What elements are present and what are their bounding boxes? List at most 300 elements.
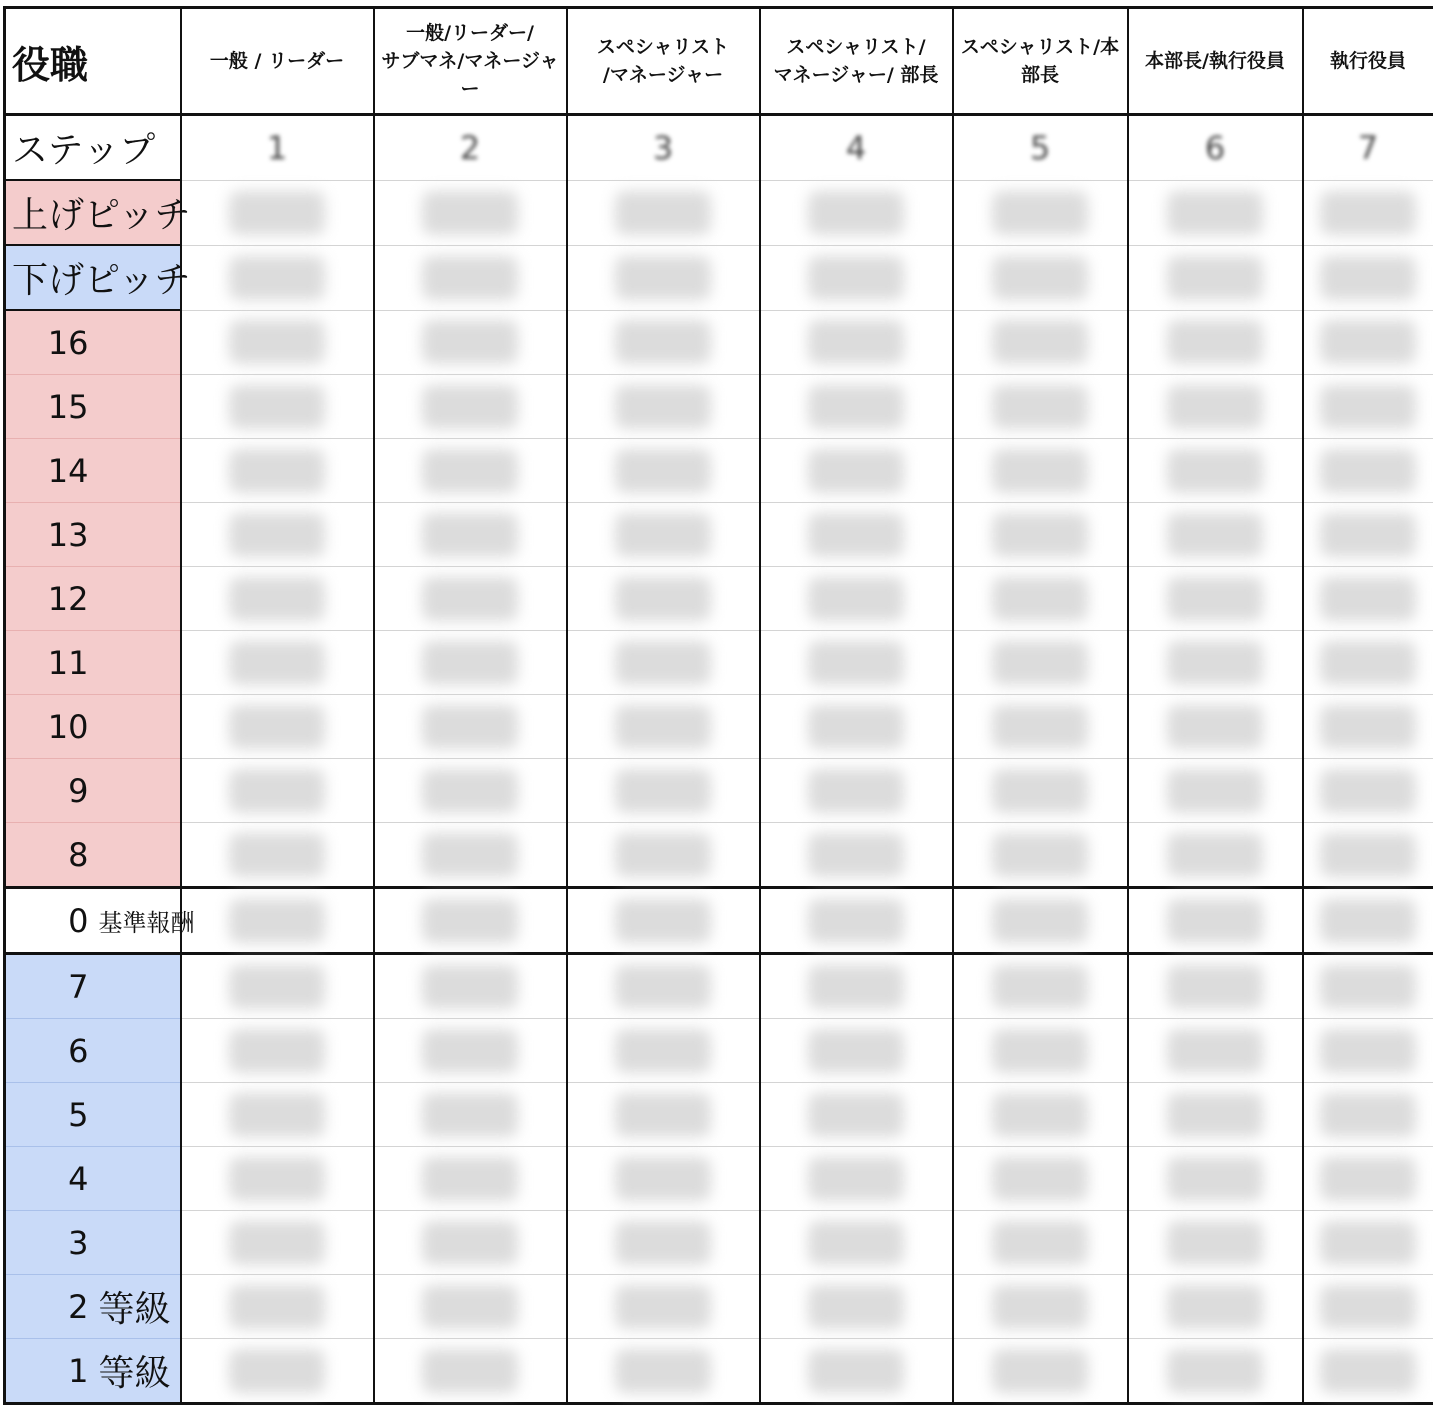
level-value-cell[interactable] [181,1211,374,1275]
level-value-cell[interactable] [760,631,953,695]
level-value-cell[interactable] [374,439,567,503]
level-value-cell[interactable] [1128,567,1303,631]
blurred-value [808,1157,904,1201]
level-value-cell[interactable] [1128,1147,1303,1211]
blurred-value [422,385,518,429]
blurred-value [992,641,1088,685]
raise-pitch-label: 上げピッチ [5,180,181,245]
blurred-value [992,1029,1088,1073]
level-value-cell[interactable] [181,823,374,888]
column-header[interactable]: スペシャリスト/ マネージャー/ 部長 [760,8,953,115]
lower-pitch-value-cell[interactable] [1128,245,1303,310]
level-value-cell[interactable] [760,567,953,631]
base-value-cell[interactable] [760,888,953,954]
blurred-value [992,1093,1088,1137]
step-row [5,115,1433,181]
level-value-cell[interactable] [374,954,567,1019]
level-value-cell[interactable] [374,1019,567,1083]
blurred-value [1320,965,1416,1009]
blurred-value [1320,833,1416,877]
level-note [93,823,181,888]
column-header[interactable]: スペシャリスト /マネージャー [567,8,760,115]
level-value-cell[interactable] [181,375,374,439]
blurred-value [992,513,1088,557]
level-value-cell[interactable] [953,1083,1128,1147]
blurred-value [422,1093,518,1137]
blurred-value [615,449,711,493]
level-value-cell[interactable] [374,310,567,375]
level-number: 12 [5,567,93,631]
blurred-value [1320,899,1416,943]
blurred-value [229,1349,325,1393]
level-value-cell[interactable] [374,1147,567,1211]
level-note [93,631,181,695]
level-value-cell[interactable] [567,310,760,375]
step-number: 6 [1128,115,1303,181]
level-row [5,1019,1433,1083]
level-value-cell[interactable] [567,439,760,503]
level-value-cell[interactable] [567,503,760,567]
blurred-value [992,191,1088,235]
blurred-value [1320,1349,1416,1393]
level-value-cell[interactable] [374,503,567,567]
level-value-cell[interactable] [1303,954,1433,1019]
level-value-cell[interactable] [374,1083,567,1147]
level-value-cell[interactable] [1303,695,1433,759]
step-number: 2 [374,115,567,181]
blurred-value [422,899,518,943]
base-value-cell[interactable] [953,888,1128,954]
level-value-cell[interactable] [1128,375,1303,439]
step-number: 1 [181,115,374,181]
level-value-cell[interactable] [1128,1211,1303,1275]
level-value-cell[interactable] [1303,1211,1433,1275]
lower-pitch-value-cell[interactable] [760,245,953,310]
level-value-cell[interactable] [1128,1083,1303,1147]
level-value-cell[interactable] [1128,954,1303,1019]
blurred-value [1320,1285,1416,1329]
blurred-value [615,191,711,235]
blurred-value [422,449,518,493]
level-value-cell[interactable] [1128,439,1303,503]
blurred-value [808,1093,904,1137]
level-note [93,567,181,631]
level-value-cell[interactable] [1128,1339,1303,1404]
blurred-value [808,1285,904,1329]
blurred-value [808,577,904,621]
level-value-cell[interactable] [1303,567,1433,631]
blurred-value [1167,705,1263,749]
level-value-cell[interactable] [567,375,760,439]
base-value-cell[interactable] [567,888,760,954]
blurred-value [992,1285,1088,1329]
base-value-cell[interactable] [374,888,567,954]
level-value-cell[interactable] [760,1211,953,1275]
blurred-value [229,513,325,557]
raise-pitch-value-cell[interactable] [760,180,953,245]
level-number: 1 [5,1339,93,1404]
level-number: 16 [5,310,93,375]
level-value-cell[interactable] [1303,759,1433,823]
step-number: 7 [1303,115,1433,181]
level-value-cell[interactable] [567,631,760,695]
level-number: 3 [5,1211,93,1275]
blurred-value [1167,641,1263,685]
blurred-value [615,577,711,621]
level-value-cell[interactable] [1303,631,1433,695]
blurred-value [422,191,518,235]
blurred-value [422,965,518,1009]
raise-pitch-row [5,180,1433,245]
lower-pitch-value-cell[interactable] [953,245,1128,310]
blurred-value [229,833,325,877]
blurred-value [992,577,1088,621]
blurred-value [1167,769,1263,813]
blurred-value [808,769,904,813]
level-row [5,1083,1433,1147]
blurred-value [1167,1285,1263,1329]
level-value-cell[interactable] [374,1339,567,1404]
level-value-cell[interactable] [953,631,1128,695]
level-note: 等級 [93,1275,181,1339]
level-value-cell[interactable] [760,503,953,567]
level-value-cell[interactable] [374,567,567,631]
level-value-cell[interactable] [760,439,953,503]
blurred-value [808,449,904,493]
blurred-value [808,385,904,429]
level-value-cell[interactable] [1303,1019,1433,1083]
level-value-cell[interactable] [567,1275,760,1339]
level-value-cell[interactable] [953,375,1128,439]
lower-pitch-value-cell[interactable] [1303,245,1433,310]
level-value-cell[interactable] [181,1019,374,1083]
level-value-cell[interactable] [567,567,760,631]
level-number: 7 [5,954,93,1019]
blurred-value [229,769,325,813]
level-row [5,439,1433,503]
blurred-value [422,1029,518,1073]
level-row [5,1275,1433,1339]
level-value-cell[interactable] [567,954,760,1019]
column-header[interactable]: 一般/リーダー/ サブマネ/マネージャー [374,8,567,115]
blurred-value [808,320,904,364]
lower-pitch-value-cell[interactable] [567,245,760,310]
blurred-value [615,769,711,813]
blurred-value [1320,577,1416,621]
blurred-value [422,1221,518,1265]
blurred-value [808,1029,904,1073]
level-value-cell[interactable] [1303,1083,1433,1147]
level-value-cell[interactable] [1303,310,1433,375]
level-value-cell[interactable] [953,1211,1128,1275]
blurred-value [1167,1029,1263,1073]
level-value-cell[interactable] [567,759,760,823]
level-value-cell[interactable] [760,1275,953,1339]
blurred-value [808,641,904,685]
level-value-cell[interactable] [181,631,374,695]
blurred-value [1167,385,1263,429]
level-note [93,310,181,375]
blurred-value [422,1349,518,1393]
level-number: 11 [5,631,93,695]
blurred-value [422,1285,518,1329]
base-value-cell[interactable] [181,888,374,954]
blurred-value [615,1349,711,1393]
level-value-cell[interactable] [760,1339,953,1404]
level-number: 8 [5,823,93,888]
level-value-cell[interactable] [181,1083,374,1147]
level-note [93,1211,181,1275]
lower-pitch-label: 下げピッチ [5,245,181,310]
blurred-value [229,191,325,235]
level-value-cell[interactable] [760,375,953,439]
salary-step-table [3,6,1433,1405]
level-value-cell[interactable] [1128,695,1303,759]
column-header[interactable]: 一般 / リーダー [181,8,374,115]
blurred-value [229,1029,325,1073]
blurred-value [1167,1157,1263,1201]
raise-pitch-value-cell[interactable] [374,180,567,245]
level-value-cell[interactable] [567,1211,760,1275]
level-value-cell[interactable] [374,631,567,695]
blurred-value [615,641,711,685]
blurred-value [1320,769,1416,813]
level-value-cell[interactable] [567,1339,760,1404]
blurred-value [615,1093,711,1137]
level-value-cell[interactable] [953,759,1128,823]
blurred-value [229,385,325,429]
blurred-value [1167,833,1263,877]
level-row [5,1211,1433,1275]
blurred-value [1320,1029,1416,1073]
blurred-value [992,1349,1088,1393]
blurred-value [1167,191,1263,235]
blurred-value [1167,320,1263,364]
level-value-cell[interactable] [374,695,567,759]
level-row [5,1339,1433,1404]
blurred-value [229,449,325,493]
level-value-cell[interactable] [760,954,953,1019]
blurred-value [808,1349,904,1393]
blurred-value [615,833,711,877]
blurred-value [808,899,904,943]
column-header[interactable]: 本部長/執行役員 [1128,8,1303,115]
blurred-value [229,705,325,749]
blurred-value [615,705,711,749]
level-value-cell[interactable] [760,1083,953,1147]
level-note [93,1083,181,1147]
level-number: 15 [5,375,93,439]
blurred-value [992,965,1088,1009]
raise-pitch-value-cell[interactable] [1128,180,1303,245]
level-row [5,759,1433,823]
level-value-cell[interactable] [181,439,374,503]
blurred-value [992,769,1088,813]
level-note [93,759,181,823]
blurred-value [422,833,518,877]
blurred-value [615,1029,711,1073]
blurred-value [1320,191,1416,235]
role-title: 役職 [5,8,181,115]
level-value-cell[interactable] [760,310,953,375]
level-value-cell[interactable] [181,1275,374,1339]
base-value-cell[interactable] [1128,888,1303,954]
level-number: 13 [5,503,93,567]
level-number: 9 [5,759,93,823]
level-value-cell[interactable] [1303,1339,1433,1404]
lower-pitch-value-cell[interactable] [181,245,374,310]
level-value-cell[interactable] [181,1339,374,1404]
blurred-value [808,833,904,877]
blurred-value [808,965,904,1009]
level-value-cell[interactable] [1303,823,1433,888]
blurred-value [615,965,711,1009]
blurred-value [1320,256,1416,300]
blurred-value [1320,1221,1416,1265]
blurred-value [229,577,325,621]
raise-pitch-value-cell[interactable] [181,180,374,245]
level-row [5,631,1433,695]
step-number: 4 [760,115,953,181]
blurred-value [1167,1221,1263,1265]
blurred-value [992,705,1088,749]
blurred-value [229,320,325,364]
blurred-value [808,705,904,749]
level-value-cell[interactable] [1128,631,1303,695]
blurred-value [992,833,1088,877]
base-row [5,888,1433,954]
level-row [5,954,1433,1019]
level-value-cell[interactable] [181,567,374,631]
blurred-value [422,641,518,685]
blurred-value [229,965,325,1009]
level-row [5,375,1433,439]
level-value-cell[interactable] [1303,1275,1433,1339]
level-value-cell[interactable] [953,1019,1128,1083]
base-level-number: 0 [5,888,93,954]
blurred-value [615,513,711,557]
level-value-cell[interactable] [181,695,374,759]
step-number: 5 [953,115,1128,181]
level-value-cell[interactable] [760,823,953,888]
blurred-value [992,1157,1088,1201]
column-header[interactable]: スペシャリスト/本部長 [953,8,1128,115]
level-value-cell[interactable] [374,1211,567,1275]
level-value-cell[interactable] [1128,310,1303,375]
column-header[interactable]: 執行役員 [1303,8,1433,115]
blurred-value [422,769,518,813]
level-value-cell[interactable] [374,375,567,439]
level-value-cell[interactable] [181,1147,374,1211]
lower-pitch-row [5,245,1433,310]
level-value-cell[interactable] [567,695,760,759]
level-note [93,503,181,567]
level-value-cell[interactable] [760,1019,953,1083]
blurred-value [229,899,325,943]
level-value-cell[interactable] [1128,1019,1303,1083]
level-value-cell[interactable] [1303,503,1433,567]
level-value-cell[interactable] [567,1019,760,1083]
level-value-cell[interactable] [567,1083,760,1147]
level-number: 14 [5,439,93,503]
raise-pitch-value-cell[interactable] [567,180,760,245]
blurred-value [992,320,1088,364]
level-value-cell[interactable] [760,695,953,759]
blurred-value [615,1285,711,1329]
level-value-cell[interactable] [567,823,760,888]
level-value-cell[interactable] [760,1147,953,1211]
blurred-value [1320,513,1416,557]
level-value-cell[interactable] [181,310,374,375]
level-value-cell[interactable] [1128,503,1303,567]
header-row [5,8,1433,115]
level-value-cell[interactable] [953,1275,1128,1339]
level-value-cell[interactable] [1128,823,1303,888]
raise-pitch-value-cell[interactable] [1303,180,1433,245]
level-value-cell[interactable] [953,1147,1128,1211]
level-value-cell[interactable] [181,954,374,1019]
level-value-cell[interactable] [1128,759,1303,823]
blurred-value [992,256,1088,300]
blurred-value [1167,513,1263,557]
level-value-cell[interactable] [953,695,1128,759]
level-value-cell[interactable] [181,503,374,567]
level-value-cell[interactable] [1303,375,1433,439]
level-value-cell[interactable] [953,1339,1128,1404]
blurred-value [229,641,325,685]
blurred-value [229,1285,325,1329]
blurred-value [1167,449,1263,493]
blurred-value [808,513,904,557]
level-number: 2 [5,1275,93,1339]
blurred-value [808,1221,904,1265]
level-value-cell[interactable] [1128,1275,1303,1339]
level-value-cell[interactable] [567,1147,760,1211]
level-value-cell[interactable] [181,759,374,823]
level-value-cell[interactable] [1303,1147,1433,1211]
level-value-cell[interactable] [953,567,1128,631]
level-value-cell[interactable] [953,439,1128,503]
level-value-cell[interactable] [374,823,567,888]
blurred-value [422,705,518,749]
raise-pitch-value-cell[interactable] [953,180,1128,245]
level-value-cell[interactable] [953,503,1128,567]
blurred-value [1320,320,1416,364]
base-value-cell[interactable] [1303,888,1433,954]
blurred-value [992,449,1088,493]
level-note [93,375,181,439]
level-note: 等級 [93,1339,181,1404]
level-value-cell[interactable] [374,1275,567,1339]
lower-pitch-value-cell[interactable] [374,245,567,310]
level-note [93,439,181,503]
step-number: 3 [567,115,760,181]
level-note [93,695,181,759]
level-value-cell[interactable] [374,759,567,823]
level-note [93,954,181,1019]
level-value-cell[interactable] [953,310,1128,375]
blurred-value [1320,1157,1416,1201]
level-value-cell[interactable] [760,759,953,823]
blurred-value [1167,965,1263,1009]
blurred-value [615,1221,711,1265]
level-number: 4 [5,1147,93,1211]
blurred-value [992,385,1088,429]
level-value-cell[interactable] [1303,439,1433,503]
level-value-cell[interactable] [953,823,1128,888]
base-note: 基準報酬 [93,888,181,954]
level-value-cell[interactable] [953,954,1128,1019]
